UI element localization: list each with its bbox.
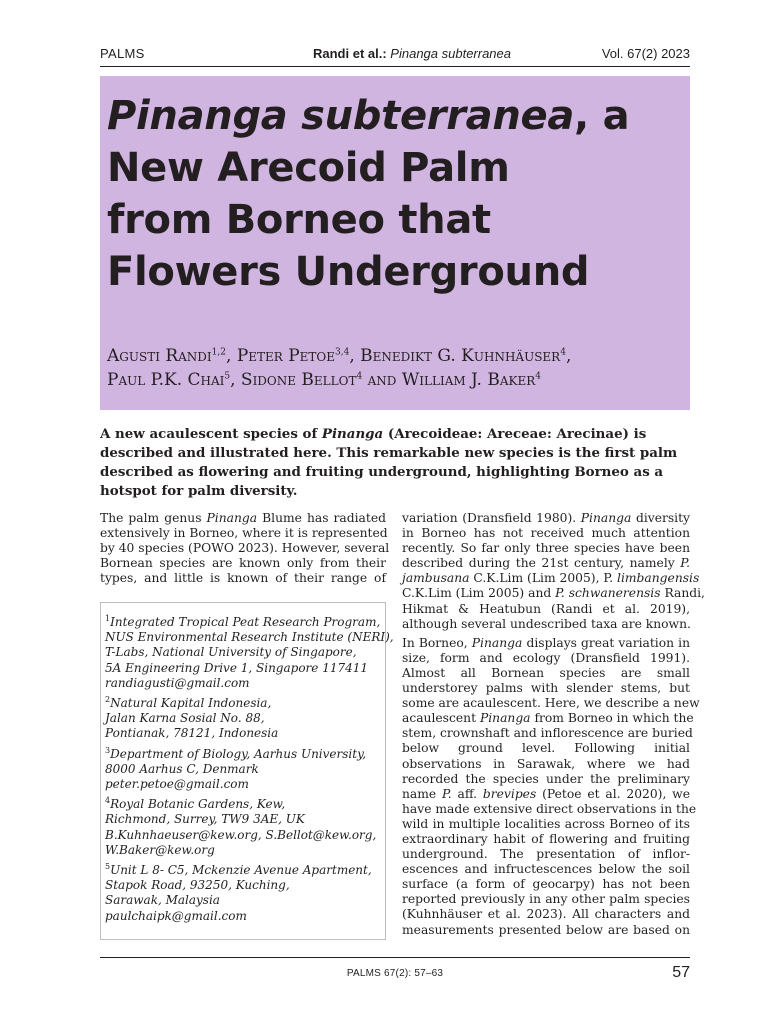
title-box bbox=[100, 76, 690, 410]
affiliation: $^3$Department of Biology, Aarhus University, 8000 Aarhus C, Denmark peter.petoe@gmail.com bbox=[105, 747, 381, 793]
affiliation: $^4$Royal Botanic Gardens, Kew, Richmond, Surrey, TW9 3AE, UK B.Kuhnhaeuser@kew.org, S.Bellot@kew.org, W.Baker@kew.org bbox=[105, 797, 381, 858]
body-paragraph: In Borneo, Pinanga displays great variation in size, form and ecology (Dransfield 1991). Almost all Bornean species are small understorey palms with slender stems, but some are acaulescent. Here, we describe a new acaulescent Pinanga from Borneo in which the stem, crownshaft and inflorescence are buried below ground level. Following initial observations in Sarawak, where we had recorded the species under the preliminary name P. aff. brevipes (Petoe et al. 2020), we have made extensive direct observations in the wild in multiple localities across Borneo of its extraordinary habit of flowering and fruiting underground. The presentation of inflor- escences and infructescences below the soil surface (a form of geocarpy) has not been reported previously in any other palm species (Kuhnhäuser et al. 2023). All characters and measurements presented below are based on bbox=[402, 635, 700, 937]
email: randiagusti@gmail.com bbox=[105, 675, 250, 690]
affiliation: $^1$Integrated Tropical Peat Research Program, NUS Environmental Research Institute (NERI), T-Labs, National University of Singapore, 5A Engineering Drive 1, Singapore 117411 randiagusti@gmail.com bbox=[105, 614, 394, 690]
affiliation: $^5$Unit L 8- C5, Mckenzie Avenue Apartment, Stapok Road, 93250, Kuching, Sarawak, Malaysia paulchaipk@gmail.com bbox=[105, 863, 381, 924]
email: peter.petoe@gmail.com bbox=[105, 777, 249, 792]
body-column-left bbox=[100, 511, 390, 590]
affiliations-box bbox=[100, 602, 394, 940]
email: W.Baker@kew.org bbox=[105, 842, 215, 857]
body-paragraph: variation (Dransfield 1980). Pinanga diversity in Borneo has not received much attention recently. So far only three species have been described during the 21st century, namely P. jambusana C.K.Lim (Lim 2005), P. limbangensis C.K.Lim (Lim 2005) and P. schwanerensis Randi, Hikmat & Heatubun (Randi et al. 2019), although several undescribed taxa are known. bbox=[402, 511, 705, 631]
running-authors: Randi et al.: bbox=[312, 46, 387, 61]
header-rule bbox=[100, 66, 690, 67]
page-number: 57 bbox=[672, 964, 690, 981]
article-title: Pinanga subterranea, a New Arecoid Palm from Borneo that Flowers Underground bbox=[107, 93, 630, 295]
journal-name: PALMS bbox=[100, 46, 145, 61]
author: William J. Baker bbox=[401, 370, 536, 390]
author-list: Agusti Randi$^{1,2}$, Peter Petoe$^{3,4}$, Benedikt G. Kuhnhäuser$^4$, Paul P.K. Chai$^5$, Sidone Bellot$^4$ and William J. Baker$^4$ bbox=[107, 346, 572, 390]
body-column-right bbox=[402, 511, 705, 942]
footer-rule bbox=[100, 957, 690, 958]
author: Benedikt G. Kuhnhäuser bbox=[360, 346, 561, 366]
author: Peter Petoe bbox=[236, 346, 336, 366]
body-paragraph: The palm genus Pinanga Blume has radiated extensively in Borneo, where it is represented by 40 species (POWO 2023). However, several Bornean species are known only from their types, and little is known of their range of bbox=[100, 511, 390, 586]
author: Agusti Randi bbox=[107, 346, 212, 366]
running-head bbox=[100, 46, 690, 64]
author: Sidone Bellot bbox=[240, 370, 357, 390]
abstract: A new acaulescent species of Pinanga (Arecoideae: Areceae: Arecinae) is described and illustrated here. This remarkable new species is the first palm described as flowering and fruiting underground, highlighting Borneo as a hotspot for palm diversity. bbox=[100, 426, 678, 499]
footer-citation: PALMS 67(2): 57–63 bbox=[346, 968, 444, 979]
volume-info: Vol. 67(2) 2023 bbox=[601, 46, 690, 61]
affiliation: $^2$Natural Kapital Indonesia, Jalan Karna Sosial No. 88, Pontianak, 78121, Indonesia bbox=[105, 695, 279, 741]
running-species: Pinanga subterranea bbox=[390, 46, 511, 61]
title-species: Pinanga subterranea bbox=[107, 93, 575, 139]
email: paulchaipk@gmail.com bbox=[105, 908, 247, 923]
author: Paul P.K. Chai bbox=[107, 370, 225, 390]
email: B.Kuhnhaeuser@kew.org, S.Bellot@kew.org, bbox=[105, 827, 377, 842]
